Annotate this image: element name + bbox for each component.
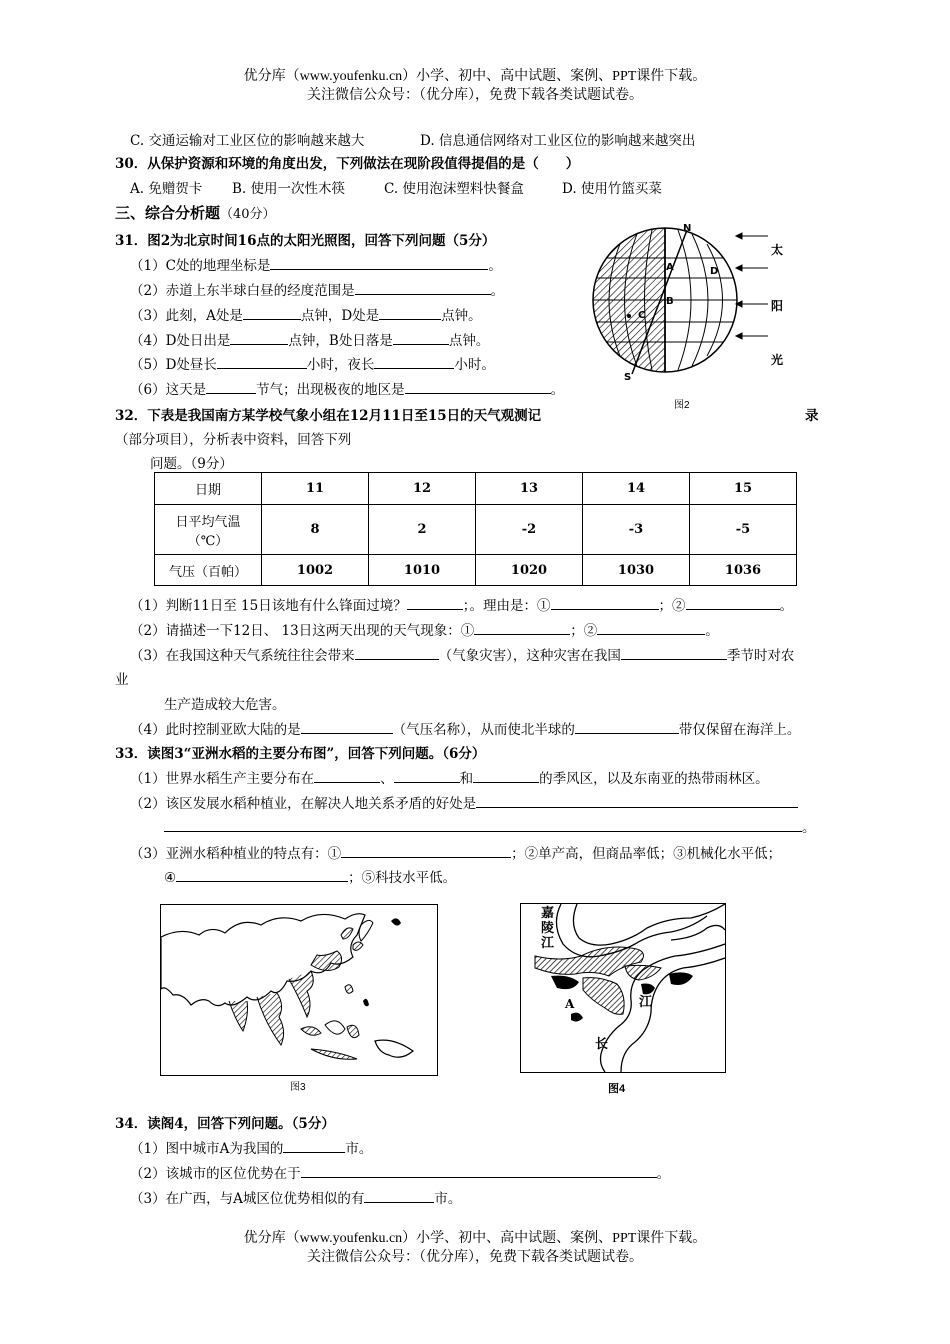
figure-2-caption: 图2	[674, 400, 690, 411]
answer-blank[interactable]	[474, 620, 570, 635]
q29-option-d: D. 信息通信网络对工业区位的影响越来越突出	[420, 133, 696, 149]
sun-label-1: 太	[771, 243, 784, 257]
table-cell: -2	[476, 505, 583, 555]
q30-option-c: C. 使用泡沫塑料快餐盒	[384, 181, 524, 197]
q33-sub1: （1）世界水稻生产主要分布在 、 和 的季风区，以及东南亚的热带雨林区。	[130, 767, 769, 787]
page-header-line2: 关注微信公众号：（优分库），免费下载各类试题试卷。	[307, 88, 643, 103]
answer-blank[interactable]	[355, 645, 439, 660]
sun-label-2: 阳	[771, 299, 784, 313]
table-cell: 1020	[476, 555, 583, 586]
answer-blank[interactable]	[473, 768, 539, 783]
q31-sub3: （3）此刻，A处是 点钟，D处是 点钟。	[130, 304, 482, 324]
map-label-jia: 嘉	[541, 906, 555, 921]
answer-blank[interactable]	[393, 330, 449, 345]
table-cell: 1036	[690, 555, 797, 586]
q33-sub3: （3）亚洲水稻种植业的特点有：① ；②单产高，但商品率低；③机械化水平低；	[130, 842, 781, 862]
q32-sub2: （2）请描述一下12日、 13日这两天出现的天气现象：① ；② 。	[130, 619, 719, 639]
map-label-chang: 长	[595, 1037, 609, 1052]
table-cell: 13	[476, 473, 583, 505]
q34-stem: 34．读阁4，回答下列问题。（5分）	[115, 1116, 335, 1132]
answer-blank[interactable]	[379, 305, 441, 320]
map-label-city-a: A	[565, 997, 575, 1011]
q32-stem-line2: （部分项目），分析表中资料，回答下列	[115, 432, 352, 448]
figure-3-asia-rice-map	[160, 904, 438, 1076]
table-header-cell: 气压（百帕）	[155, 555, 262, 586]
q33-sub2-cont: 。	[164, 816, 816, 836]
table-cell: 11	[262, 473, 369, 505]
map-label-ling: 陵	[541, 921, 555, 936]
answer-blank[interactable]	[217, 354, 307, 369]
answer-blank[interactable]	[283, 1138, 345, 1153]
answer-blank[interactable]	[621, 645, 727, 660]
q29-option-c: C. 交通运输对工业区位的影响越来越大	[130, 133, 365, 149]
q32-sub4: （4）此时控制亚欧大陆的是 （气压名称），从而使北半球的 带仅保留在海洋上。	[130, 718, 800, 738]
table-cell: 1002	[262, 555, 369, 586]
answer-blank[interactable]	[597, 620, 705, 635]
answer-blank[interactable]	[301, 1163, 657, 1178]
table-cell: 8	[262, 505, 369, 555]
answer-blank[interactable]	[243, 305, 301, 320]
answer-blank[interactable]	[405, 379, 551, 394]
table-header-cell: 日期	[155, 473, 262, 505]
answer-blank[interactable]	[394, 768, 460, 783]
q31-sub1: （1）C处的地理坐标是 。	[130, 254, 502, 274]
answer-blank[interactable]	[314, 768, 380, 783]
globe-label-c: C	[638, 310, 646, 321]
answer-blank[interactable]	[341, 843, 511, 858]
q30-option-d: D. 使用竹篮买菜	[562, 181, 662, 197]
table-cell: 12	[369, 473, 476, 505]
q32-sub3-cont: 生产造成较大危害。	[164, 697, 286, 713]
q33-sub3-cont: ④ ；⑤科技水平低。	[164, 866, 456, 886]
table-cell: 15	[690, 473, 797, 505]
q32-stem: 32．下表是我国南方某学校气象小组在12月11日至15日的天气观测记	[115, 408, 542, 424]
answer-blank[interactable]	[206, 379, 256, 394]
section-3-heading	[115, 202, 276, 223]
q31-sub5: （5）D处昼长 小时，夜长 小时。	[130, 353, 495, 373]
globe-label-n: N	[683, 223, 692, 234]
sun-label-3: 光	[771, 353, 784, 367]
table-row	[155, 555, 797, 586]
answer-blank[interactable]	[270, 255, 488, 270]
q31-sub2: （2）赤道上东半球白昼的经度范围是 。	[130, 279, 504, 299]
answer-blank[interactable]	[230, 330, 288, 345]
table-cell: 2	[369, 505, 476, 555]
figure-3-caption: 图3	[290, 1082, 306, 1093]
table-cell: 1030	[583, 555, 690, 586]
q34-sub1: （1）图中城市A为我国的 市。	[130, 1137, 372, 1157]
answer-blank[interactable]	[476, 793, 798, 808]
answer-blank[interactable]	[364, 1188, 434, 1203]
q30-stem: 30．从保护资源和环境的角度出发，下列做法在现阶段值得提倡的是（ ）	[115, 156, 580, 172]
map-label-jiang-2: 江	[639, 995, 653, 1010]
table-row	[155, 473, 797, 505]
table-cell: -3	[583, 505, 690, 555]
globe-label-a: A	[666, 262, 674, 273]
table-cell: 1010	[369, 555, 476, 586]
answer-blank[interactable]	[551, 595, 659, 610]
sunlight-arrows	[736, 233, 768, 339]
answer-blank[interactable]	[374, 354, 454, 369]
page-header-line1: 优分库（www.youfenku.cn）小学、初中、高中试题、案例、PPT课件下载。	[243, 69, 707, 84]
q33-stem: 33．读图3“亚洲水稻的主要分布图”，回答下列问题。（6分）	[115, 746, 486, 762]
q31-stem: 31．图2为北京时间16点的太阳光照图，回答下列问题（5分）	[115, 233, 496, 249]
section-3-title: 三、综合分析题	[115, 204, 221, 222]
answer-blank[interactable]	[164, 817, 802, 832]
globe-label-b: B	[666, 296, 674, 307]
answer-blank[interactable]	[301, 719, 393, 734]
answer-blank[interactable]	[575, 719, 679, 734]
table-cell: -5	[690, 505, 797, 555]
figure-4-caption: 图4	[608, 1083, 626, 1095]
q31-sub6: （6）这天是 节气；出现极夜的地区是 。	[130, 378, 564, 398]
table-header-cell: 日平均气温 （℃）	[155, 505, 262, 555]
q30-option-a: A. 免赠贺卡	[130, 181, 203, 197]
answer-blank[interactable]	[355, 280, 491, 295]
answer-blank[interactable]	[686, 595, 780, 610]
table-row	[155, 505, 797, 555]
figure-4-city-map	[520, 903, 726, 1073]
figure-2-sunlight-diagram	[582, 218, 804, 412]
table-cell: 14	[583, 473, 690, 505]
q32-sub3: （3）在我国这种天气系统往往会带来 （气象灾害），这种灾害在我国 季节时对农	[130, 644, 794, 664]
q34-sub2: （2）该城市的区位优势在于 。	[130, 1162, 670, 1182]
q32-sub3-wrap: 业	[115, 672, 129, 688]
answer-blank[interactable]	[176, 867, 348, 882]
q34-sub3: （3）在广西，与A城区位优势相似的有 市。	[130, 1187, 461, 1207]
map-label-jiang-1: 江	[541, 936, 555, 951]
globe-label-d: D	[710, 266, 719, 277]
page-footer-line1: 优分库（www.youfenku.cn）小学、初中、高中试题、案例、PPT课件下载。	[243, 1231, 707, 1246]
q32-sub1: （1）判断11日至 15日该地有什么锋面过境？ ；。理由是：① ；② 。	[130, 594, 793, 614]
globe-label-s: S	[624, 372, 632, 383]
weather-table	[154, 472, 797, 586]
page-footer-line2: 关注微信公众号：（优分库），免费下载各类试题试卷。	[307, 1250, 643, 1265]
answer-blank[interactable]	[407, 595, 463, 610]
q32-stem-end: 录	[805, 408, 819, 424]
q31-sub4: （4）D处日出是 点钟，B处日落是 点钟。	[130, 329, 489, 349]
section-3-score: （40分）	[220, 207, 276, 222]
q33-sub2: （2）该区发展水稻种植业，在解决人地关系矛盾的好处是	[130, 792, 798, 812]
q32-stem-line3: 问题。（9分）	[150, 456, 233, 472]
q30-option-b: B. 使用一次性木筷	[232, 181, 346, 197]
